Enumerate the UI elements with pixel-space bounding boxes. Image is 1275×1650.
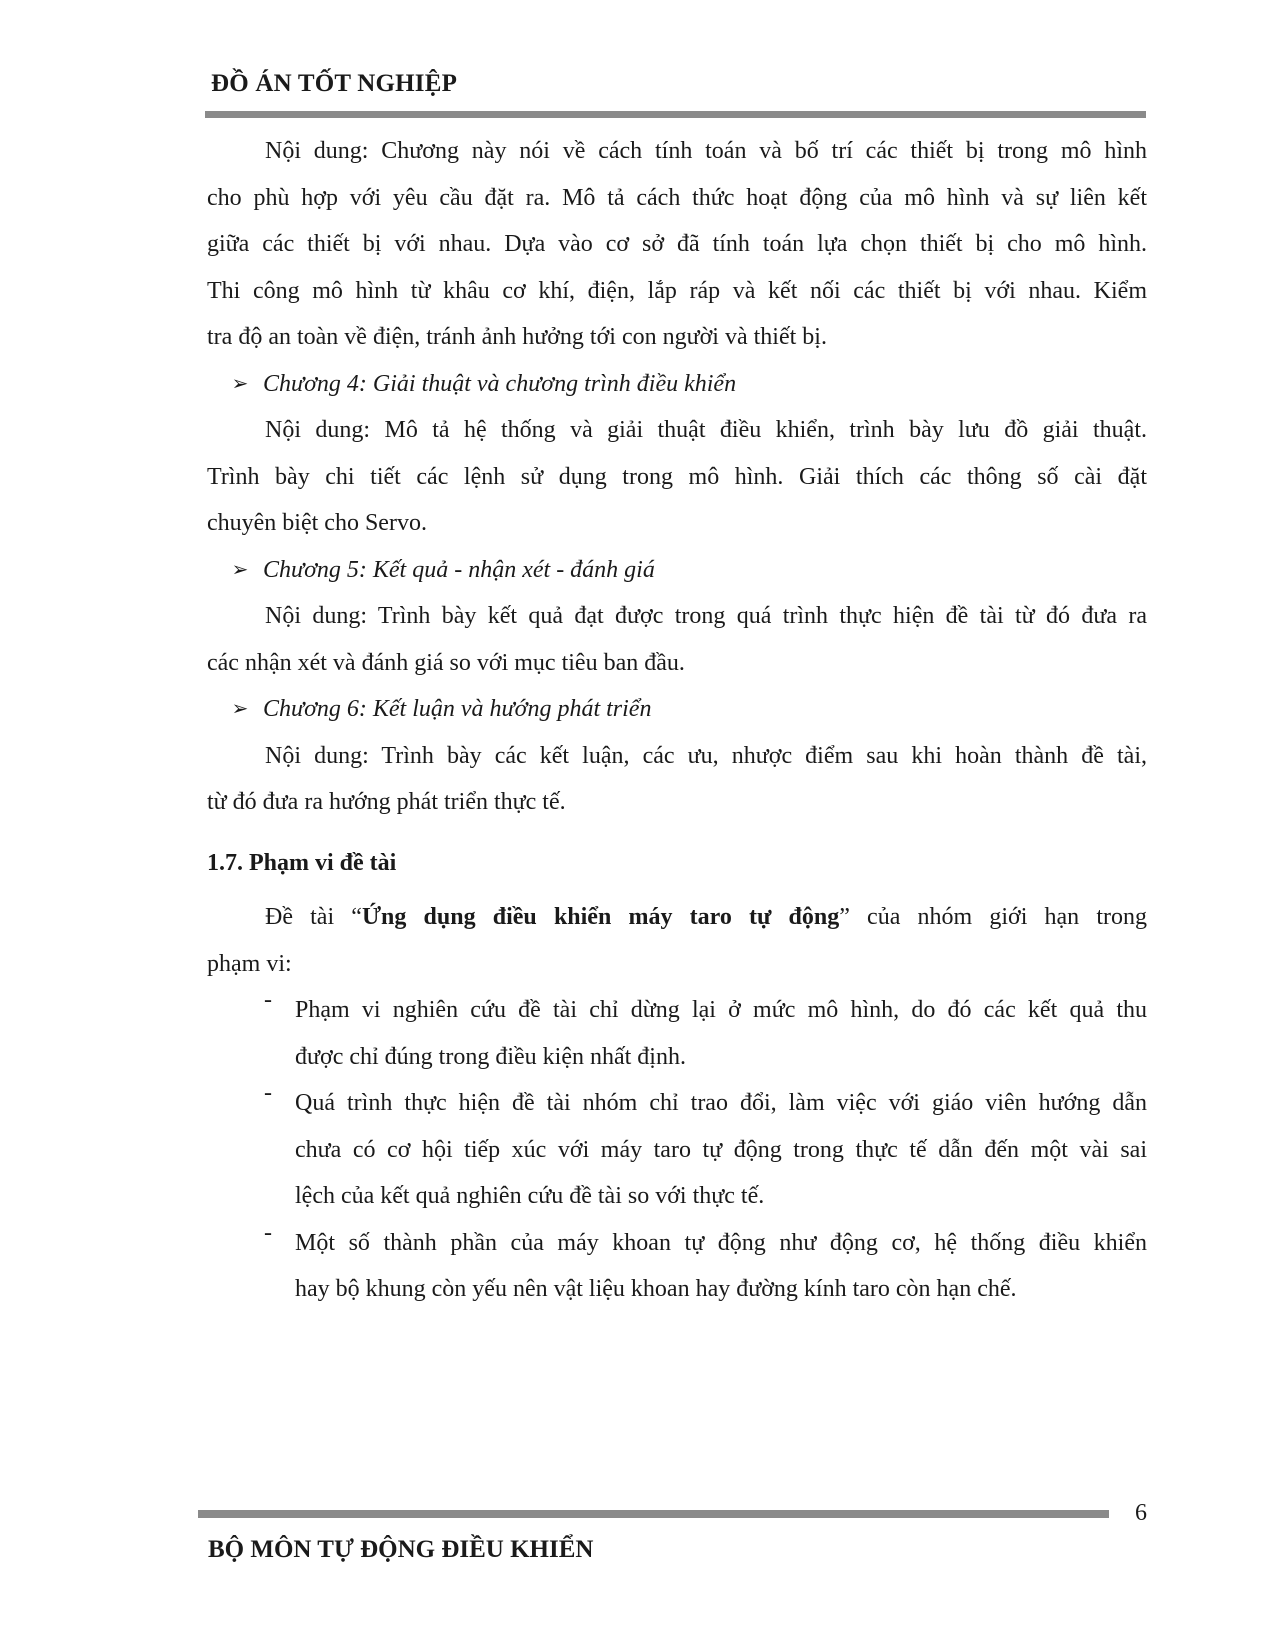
- section-intro-line: phạm vi:: [207, 950, 292, 977]
- chapter-5-heading-text: Chương 5: Kết quả - nhận xét - đánh giá: [263, 556, 655, 583]
- chapter-6-heading-text: Chương 6: Kết luận và hướng phát triển: [263, 696, 652, 722]
- paragraph-line: chuyên biệt cho Servo.: [207, 510, 427, 536]
- page-number: 6: [1135, 1500, 1147, 1526]
- paragraph-line: tra độ an toàn về điện, tránh ảnh hưởng tới con người và thiết bị.: [207, 324, 827, 350]
- paragraph-line: Nội dung: Mô tả hệ thống và giải thuật điều khiển, trình bày lưu đồ giải thuật.: [265, 417, 1147, 443]
- paragraph-line: Nội dung: Trình bày kết quả đạt được trong quá trình thực hiện đề tài từ đó đưa ra: [265, 603, 1147, 629]
- list-item: [207, 987, 1147, 1080]
- paragraph-line: Nội dung: Chương này nói về cách tính toán và bố trí các thiết bị trong mô hình: [265, 138, 1147, 164]
- intro-suffix: ” của nhóm giới hạn trong: [839, 904, 1147, 930]
- chapter-6-heading: [207, 686, 1147, 733]
- bullet-dash: -: [264, 1080, 272, 1106]
- list-item-line: Một số thành phần của máy khoan tự động như động cơ, hệ thống điều khiển: [295, 1229, 1147, 1256]
- list-item: [207, 1220, 1147, 1313]
- bullet-dash: -: [264, 987, 272, 1013]
- section-intro-line: [207, 894, 1147, 941]
- list-item-line: Phạm vi nghiên cứu đề tài chỉ dừng lại ở mức mô hình, do đó các kết quả thu: [295, 997, 1147, 1023]
- arrowhead-icon: ➢: [231, 558, 249, 581]
- list-item-line: được chỉ đúng trong điều kiện nhất định.: [295, 1043, 686, 1070]
- arrowhead-icon: ➢: [231, 372, 249, 395]
- footer-divider: [198, 1510, 1109, 1518]
- paragraph-line: các nhận xét và đánh giá so với mục tiêu ban đầu.: [207, 649, 685, 676]
- project-title: Ứng dụng điều khiển máy taro tự động: [361, 904, 840, 930]
- page-body: [207, 128, 1147, 1313]
- bullet-dash: -: [264, 1219, 272, 1246]
- list-item-line: hay bộ khung còn yếu nên vật liệu khoan hay đường kính taro còn hạn chế.: [295, 1276, 1017, 1302]
- page-footer-title: BỘ MÔN TỰ ĐỘNG ĐIỀU KHIỂN: [208, 1536, 594, 1563]
- paragraph-line: Thi công mô hình từ khâu cơ khí, điện, lắp ráp và kết nối các thiết bị với nhau. Kiểm: [207, 277, 1147, 304]
- section-title: 1.7. Phạm vi đề tài: [207, 849, 397, 876]
- paragraph-line: Trình bày chi tiết các lệnh sử dụng trong mô hình. Giải thích các thông số cài đặt: [207, 463, 1147, 490]
- paragraph-line: Nội dung: Trình bày các kết luận, các ưu, nhược điểm sau khi hoàn thành đề tài,: [265, 742, 1147, 769]
- list-item: [207, 1080, 1147, 1220]
- intro-prefix: Đề tài “: [265, 904, 362, 930]
- chapter-4-heading: [207, 361, 1147, 408]
- paragraph-line: cho phù hợp với yêu cầu đặt ra. Mô tả cách thức hoạt động của mô hình và sự liên kết: [207, 184, 1147, 211]
- list-item-line: lệch của kết quả nghiên cứu đề tài so với thực tế.: [295, 1183, 765, 1209]
- page-header-title: ĐỒ ÁN TỐT NGHIỆP: [211, 70, 458, 97]
- header-divider: [205, 111, 1146, 118]
- chapter-4-heading-text: Chương 4: Giải thuật và chương trình điều khiển: [263, 370, 737, 397]
- list-item-line: chưa có cơ hội tiếp xúc với máy taro tự động trong thực tế dẫn đến một vài sai: [295, 1136, 1147, 1163]
- paragraph-line: từ đó đưa ra hướng phát triển thực tế.: [207, 789, 566, 815]
- list-item-line: Quá trình thực hiện đề tài nhóm chỉ trao đổi, làm việc với giáo viên hướng dẫn: [295, 1090, 1147, 1116]
- paragraph-line: giữa các thiết bị với nhau. Dựa vào cơ sở đã tính toán lựa chọn thiết bị cho mô hình.: [207, 231, 1147, 257]
- arrowhead-icon: ➢: [231, 698, 249, 720]
- chapter-5-heading: [207, 547, 1147, 594]
